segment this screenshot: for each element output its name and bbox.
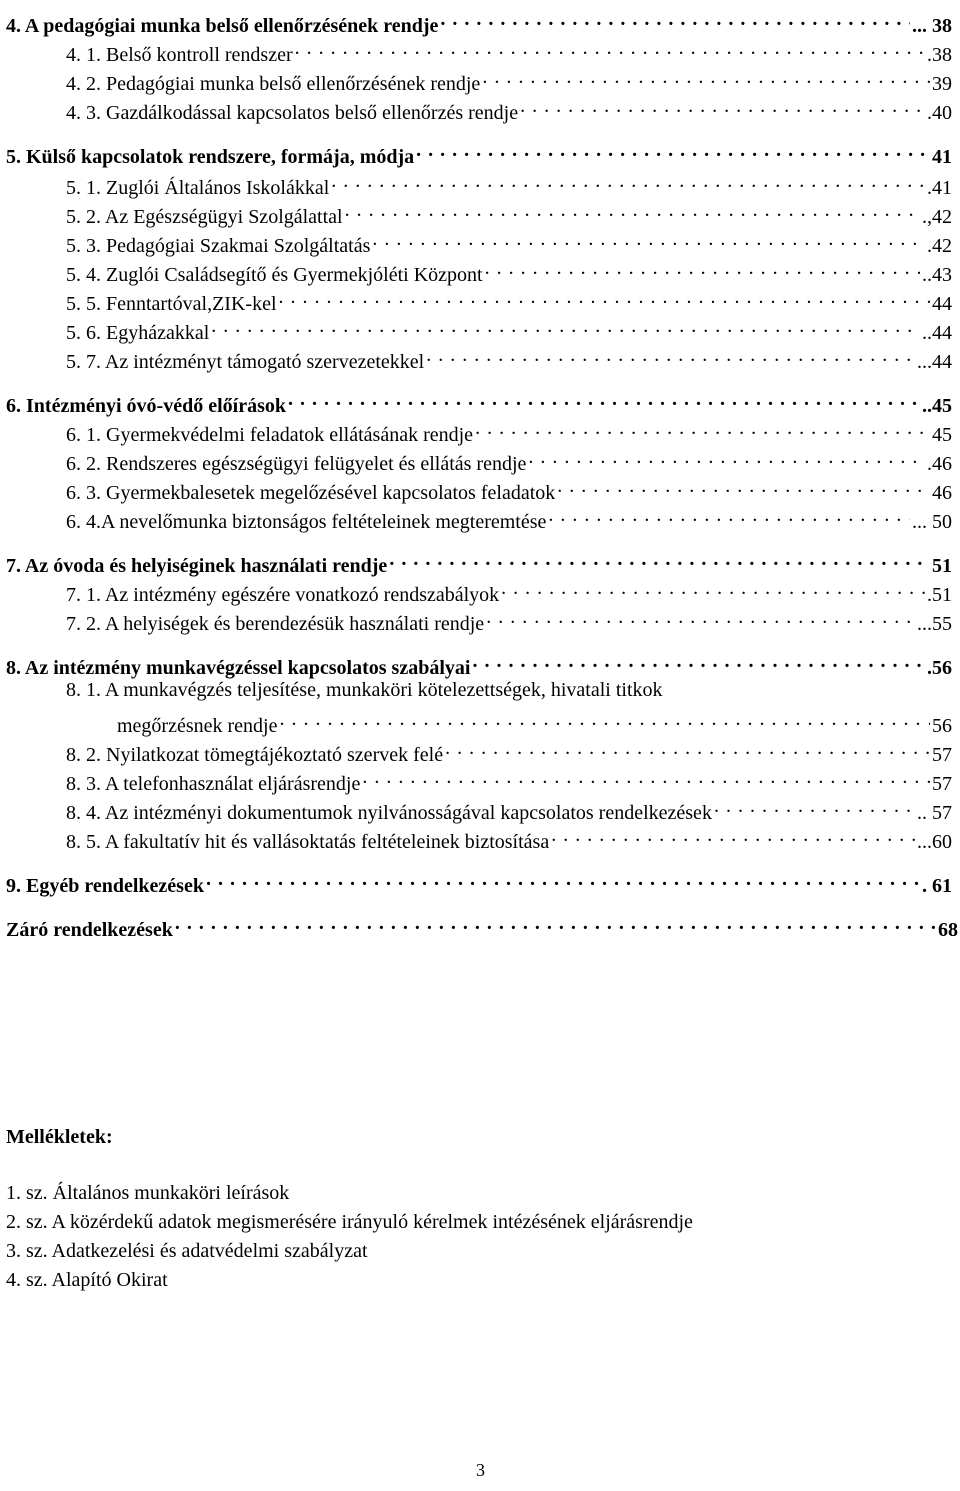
toc-dot-leader <box>548 502 910 528</box>
toc-entry-title: 4. 2. Pedagógiai munka belső ellenőrzésének rendje <box>66 73 481 95</box>
toc-entry-zaro <box>6 910 958 941</box>
toc-entry-page: ... 50 <box>912 511 952 533</box>
toc-dot-leader <box>288 386 920 412</box>
toc-entry-page: .51 <box>927 584 952 606</box>
toc-dot-leader <box>486 604 915 630</box>
toc-entry-page: .,42 <box>922 206 952 228</box>
toc-entry-s6-4 <box>66 502 952 533</box>
toc-entry-s6 <box>6 386 952 417</box>
toc-entry-title: 5. 7. Az intézményt támogató szervezetekkel <box>66 351 425 373</box>
toc-entry-s8-1a <box>66 677 952 703</box>
toc-entry-page: ..45 <box>922 395 952 417</box>
toc-dot-leader <box>557 473 930 499</box>
toc-dot-leader <box>714 793 915 819</box>
toc-entry-title: 6. 3. Gyermekbalesetek megelőzésével kapcsolatos feladatok <box>66 482 556 504</box>
toc-entry-s5-1 <box>66 168 952 199</box>
toc-entry-page: .56 <box>927 657 952 679</box>
toc-entry-title: 7. 2. A helyiségek és berendezésük használati rendje <box>66 613 485 635</box>
toc-dot-leader <box>416 137 930 163</box>
toc-entry-page: . 61 <box>922 875 952 897</box>
toc-dot-leader <box>440 6 910 32</box>
toc-entry-title: 5. 1. Zuglói Általános Iskolákkal <box>66 177 330 199</box>
toc-entry-title: 8. 5. A fakultatív hit és vallásoktatás feltételeinek biztosítása <box>66 831 550 853</box>
appendix-item: 1. sz. Általános munkaköri leírások <box>6 1182 290 1204</box>
toc-entry-title: 5. 3. Pedagógiai Szakmai Szolgáltatás <box>66 235 371 257</box>
toc-dot-leader <box>482 64 930 90</box>
toc-dot-leader <box>472 648 925 674</box>
page-number: 3 <box>476 1460 485 1480</box>
toc-entry-title: megőrzésnek rendje <box>117 715 278 737</box>
toc-entry-s6-3 <box>66 473 952 504</box>
toc-entry-title: 5. 5. Fenntartóval,ZIK-kel <box>66 293 277 315</box>
toc-entry-page: 56 <box>932 715 952 737</box>
toc-entry-page: .46 <box>927 453 952 475</box>
toc-entry-title: 6. Intézményi óvó-védő előírások <box>6 395 286 417</box>
toc-dot-leader <box>206 866 920 892</box>
toc-entry-s4-2 <box>66 64 952 95</box>
toc-dot-leader <box>520 93 925 119</box>
toc-dot-leader <box>426 342 915 368</box>
toc-entry-page: 41 <box>932 146 952 168</box>
toc-entry-title: 8. Az intézmény munkavégzéssel kapcsolatos szabályai <box>6 657 471 679</box>
toc-dot-leader <box>175 910 936 936</box>
toc-entry-s9 <box>6 866 952 897</box>
toc-dot-leader <box>372 226 925 252</box>
toc-entry-page: ...60 <box>917 831 952 853</box>
toc-dot-leader <box>362 764 930 790</box>
toc-entry-title: 6. 4.A nevelőmunka biztonságos feltételeinek megteremtése <box>66 511 547 533</box>
toc-entry-s5 <box>6 137 952 168</box>
appendix-title: Mellékletek: <box>6 1126 113 1148</box>
toc-entry-s7-2 <box>66 604 952 635</box>
toc-entry-page: .41 <box>927 177 952 199</box>
toc-entry-s5-3 <box>66 226 952 257</box>
toc-entry-title: 4. A pedagógiai munka belső ellenőrzésének rendje <box>6 15 439 37</box>
toc-entry-s5-5 <box>66 284 952 315</box>
appendix-item: 3. sz. Adatkezelési és adatvédelmi szabályzat <box>6 1240 368 1262</box>
toc-dot-leader <box>331 168 925 194</box>
toc-entry-s5-4 <box>66 255 952 286</box>
toc-dot-leader <box>211 313 920 339</box>
toc-entry-title: 6. 1. Gyermekvédelmi feladatok ellátásának rendje <box>66 424 474 446</box>
toc-dot-leader <box>445 735 930 761</box>
toc-entry-title: 4. 1. Belső kontroll rendszer <box>66 44 293 66</box>
toc-entry-title: 8. 4. Az intézményi dokumentumok nyilvánosságával kapcsolatos rendelkezések <box>66 802 712 824</box>
toc-entry-s7-1 <box>66 575 952 606</box>
toc-entry-page: ..44 <box>922 322 952 344</box>
toc-entry-s8-2 <box>66 735 952 766</box>
toc-entry-title: 8. 1. A munkavégzés teljesítése, munkaköri kötelezettségek, hivatali titkok <box>66 679 663 701</box>
toc-entry-page: ...55 <box>917 613 952 635</box>
toc-entry-page: 57 <box>932 744 952 766</box>
toc-entry-title: 5. 2. Az Egészségügyi Szolgálattal <box>66 206 343 228</box>
toc-dot-leader <box>279 706 930 732</box>
toc-entry-page: 68 <box>938 919 958 941</box>
toc-entry-s4 <box>6 6 952 37</box>
toc-dot-leader <box>345 197 920 223</box>
toc-entry-s6-1 <box>66 415 952 446</box>
toc-entry-page: 44 <box>932 293 952 315</box>
toc-dot-leader <box>475 415 930 441</box>
toc-entry-s5-6 <box>66 313 952 344</box>
appendix-item: 2. sz. A közérdekű adatok megismerésére irányuló kérelmek intézésének eljárásrendje <box>6 1211 693 1233</box>
toc-entry-title: 6. 2. Rendszeres egészségügyi felügyelet és ellátás rendje <box>66 453 527 475</box>
toc-dot-leader <box>279 284 931 310</box>
toc-entry-title: 4. 3. Gazdálkodással kapcsolatos belső ellenőrzés rendje <box>66 102 519 124</box>
toc-dot-leader <box>389 546 930 572</box>
toc-entry-page: 45 <box>932 424 952 446</box>
toc-entry-title: 5. 4. Zuglói Családsegítő és Gyermekjóléti Központ <box>66 264 483 286</box>
toc-dot-leader <box>485 255 920 281</box>
toc-entry-s6-2 <box>66 444 952 475</box>
toc-entry-page: ..43 <box>922 264 952 286</box>
toc-entry-page: .42 <box>927 235 952 257</box>
toc-entry-page: .38 <box>927 44 952 66</box>
toc-entry-title: 8. 2. Nyilatkozat tömegtájékoztató szervek felé <box>66 744 444 766</box>
toc-entry-title: 9. Egyéb rendelkezések <box>6 875 204 897</box>
toc-dot-leader <box>551 822 915 848</box>
toc-entry-page: 57 <box>932 773 952 795</box>
toc-entry-page: .. 57 <box>917 802 952 824</box>
toc-entry-s7 <box>6 546 952 577</box>
toc-entry-s8-4 <box>66 793 952 824</box>
toc-entry-title: 5. 6. Egyházakkal <box>66 322 210 344</box>
toc-entry-page: 46 <box>932 482 952 504</box>
toc-entry-page: 39 <box>932 73 952 95</box>
toc-entry-s8-1b <box>117 706 952 737</box>
toc-entry-title: 8. 3. A telefonhasználat eljárásrendje <box>66 773 361 795</box>
toc-entry-s4-3 <box>66 93 952 124</box>
toc-entry-s5-7 <box>66 342 952 373</box>
toc-entry-s8 <box>6 648 952 679</box>
toc-entry-s8-5 <box>66 822 952 853</box>
toc-dot-leader <box>501 575 925 601</box>
toc-entry-title: 5. Külső kapcsolatok rendszere, formája, módja <box>6 146 415 168</box>
toc-dot-leader <box>528 444 925 470</box>
toc-entry-title: Záró rendelkezések <box>6 919 173 941</box>
toc-entry-title: 7. 1. Az intézmény egészére vonatkozó rendszabályok <box>66 584 500 606</box>
toc-entry-page: ... 38 <box>912 15 952 37</box>
toc-entry-s4-1 <box>66 35 952 66</box>
toc-dot-leader <box>295 35 925 61</box>
toc-entry-page: 51 <box>932 555 952 577</box>
toc-entry-page: ...44 <box>917 351 952 373</box>
toc-entry-title: 7. Az óvoda és helyiséginek használati rendje <box>6 555 388 577</box>
toc-entry-page: .40 <box>927 102 952 124</box>
toc-entry-s5-2 <box>66 197 952 228</box>
appendix-item: 4. sz. Alapító Okirat <box>6 1269 168 1291</box>
toc-entry-s8-3 <box>66 764 952 795</box>
